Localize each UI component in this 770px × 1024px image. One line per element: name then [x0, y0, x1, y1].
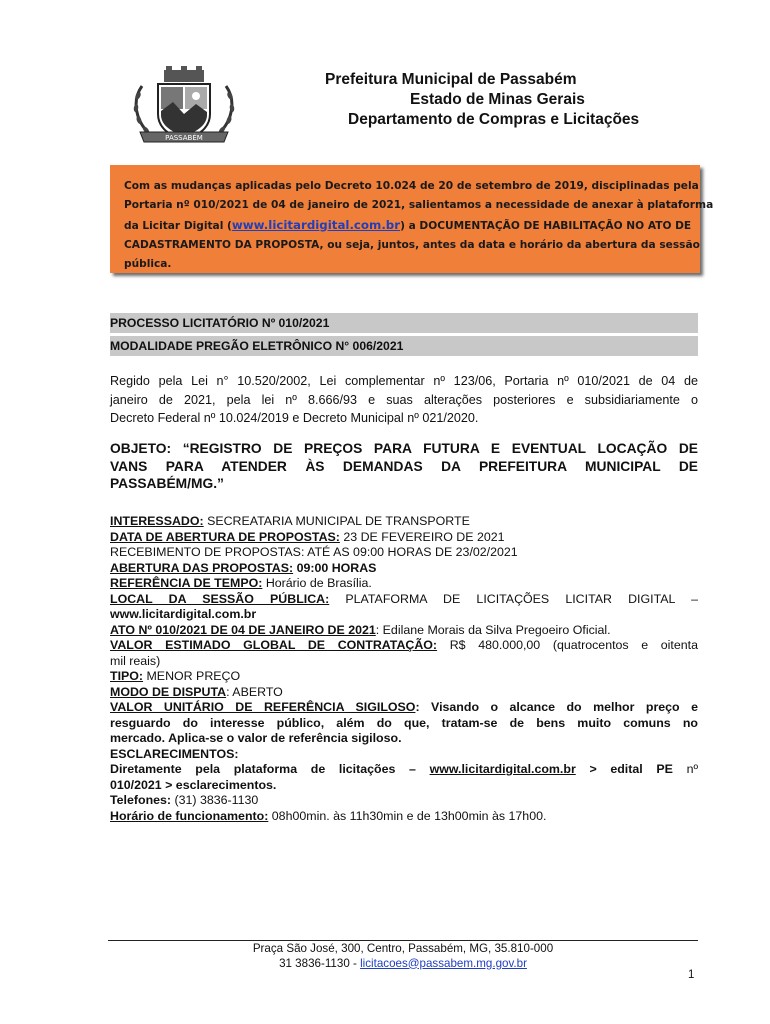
detail-value: Diretamente pela plataforma de licitações –	[110, 762, 430, 776]
process-number-bar: PROCESSO LICITATÓRIO Nº 010/2021	[110, 313, 698, 333]
esclarecimentos-line: 010/2021 > esclarecimentos.	[110, 777, 277, 792]
footer	[108, 942, 698, 971]
footer-address: Praça São José, 300, Centro, Passabém, MG, 35.810-000	[252, 942, 554, 955]
footer-contact	[108, 957, 698, 972]
detail-value: 09:00 HORAS	[293, 560, 377, 575]
detail-local-sessao	[110, 592, 698, 608]
detail-label: DATA DE ABERTURA DE PROPOSTAS:	[110, 529, 340, 544]
object-line: VANS PARA ATENDER ÀS DEMANDAS DA PREFEITURA MUNICIPAL DE	[110, 458, 698, 474]
modality-bar: MODALIDADE PREGÃO ELETRÔNICO N° 006/2021	[110, 336, 698, 356]
notice-line: Com as mudanças aplicadas pelo Decreto 10.024 de 20 de setembro de 2019, disciplinadas pela	[124, 180, 699, 192]
detail-tipo	[110, 669, 698, 685]
licitar-digital-link[interactable]: www.licitardigital.com.br	[231, 217, 401, 232]
notice-text: da Licitar Digital (	[124, 219, 232, 232]
detail-value: R$ 480.000,00 (quatrocentos e oitenta	[437, 638, 698, 652]
detail-sigilo-cont: resguardo do interesse público, além do que, tratam-se de bens muito comuns no	[110, 715, 698, 730]
detail-value: nº	[672, 762, 698, 776]
header-municipality: Prefeitura Municipal de Passabém	[325, 71, 577, 88]
detail-value: SECREATARIA MUNICIPAL DE TRANSPORTE	[203, 514, 470, 528]
municipal-coat-of-arms-icon	[128, 66, 240, 146]
footer-phone: 31 3836-1130 -	[279, 956, 361, 970]
platform-link[interactable]: www.licitardigital.com.br	[429, 762, 576, 776]
detail-referencia-tempo	[110, 576, 698, 592]
detail-recebimento: RECEBIMENTO DE PROPOSTAS: ATÉ AS 09:00 HORAS DE 23/02/2021	[110, 545, 518, 559]
bid-details	[110, 514, 698, 824]
detail-value: : Visando o alcance do melhor preço e	[415, 700, 698, 714]
header-state: Estado de Minas Gerais	[410, 91, 585, 108]
detail-label: MODO DE DISPUTA	[110, 684, 227, 699]
detail-modo-disputa	[110, 685, 698, 701]
detail-value: : ABERTO	[226, 684, 283, 699]
detail-label: TIPO:	[110, 669, 144, 683]
detail-value: MENOR PREÇO	[143, 669, 241, 683]
detail-interessado	[110, 514, 698, 530]
detail-local-site: www.licitardigital.com.br	[110, 607, 257, 621]
detail-value: : Edilane Morais da Silva Pregoeiro Oficial.	[375, 622, 611, 637]
crest-banner-text: PASSABÉM	[165, 134, 203, 142]
detail-label: REFERÊNCIA DE TEMPO:	[110, 576, 263, 590]
detail-horario	[110, 809, 698, 825]
detail-sigilo-cont: mercado. Aplica-se o valor de referência sigiloso.	[110, 731, 402, 745]
paragraph-line: Decreto Federal nº 10.024/2019 e Decreto Municipal nº 021/2020.	[110, 411, 479, 425]
detail-valor-estimado	[110, 638, 698, 654]
esclarecimentos-title: ESCLARECIMENTOS:	[110, 746, 239, 761]
detail-value: Horário de Brasília.	[262, 576, 372, 590]
detail-valor-estimado-cont: mil reais)	[110, 653, 161, 668]
detail-value: 08h00min. às 11h30min e de 13h00min às 17h00.	[268, 808, 547, 823]
detail-label: VALOR ESTIMADO GLOBAL DE CONTRATAÇÃO:	[110, 638, 438, 652]
detail-value: PLATAFORMA DE LICITAÇÕES LICITAR DIGITAL –	[329, 591, 698, 606]
footer-email-link[interactable]: licitacoes@passabem.mg.gov.br	[360, 956, 527, 970]
paragraph-line: janeiro de 2021, pela lei nº 8.666/93 e suas alterações posteriores e subsidiariamente o	[110, 392, 698, 407]
notice-line: CADASTRAMENTO DA PROPOSTA, ou seja, juntos, antes da data e horário da abertura da sessão	[124, 238, 700, 251]
legal-basis-paragraph	[110, 372, 698, 428]
detail-sigilo	[110, 700, 698, 716]
detail-ato	[110, 623, 698, 639]
notice-line: pública.	[124, 258, 172, 271]
detail-telefones	[110, 793, 698, 809]
detail-label: ATO Nº 010/2021 DE 04 DE JANEIRO DE 2021	[110, 622, 376, 637]
esclarecimentos-line	[110, 762, 698, 778]
detail-abertura	[110, 561, 698, 577]
footer-divider	[108, 940, 698, 941]
detail-label: INTERESSADO:	[110, 514, 204, 528]
object-line: PASSABÉM/MG.”	[110, 476, 224, 491]
detail-value: > edital PE	[575, 762, 673, 776]
detail-label: Telefones:	[110, 793, 172, 807]
notice-line: Portaria nº 010/2021 de 04 de janeiro de 2021, salientamos a necessidade de anexar à plataforma	[124, 199, 714, 212]
detail-label: Horário de funcionamento:	[110, 808, 269, 823]
paragraph-line: Regido pela Lei n° 10.520/2002, Lei complementar nº 123/06, Portaria nº 010/2021 de 04 de	[110, 374, 698, 388]
object-line: OBJETO: “REGISTRO DE PREÇOS PARA FUTURA E EVENTUAL LOCAÇÃO DE	[110, 441, 698, 456]
detail-label: LOCAL DA SESSÃO PÚBLICA:	[110, 591, 330, 606]
detail-value: (31) 3836-1130	[171, 793, 259, 807]
detail-data-abertura	[110, 530, 698, 546]
notice-line	[124, 216, 690, 236]
detail-label: ABERTURA DAS PROPOSTAS:	[110, 560, 294, 575]
header-department: Departamento de Compras e Licitações	[348, 111, 640, 128]
habilitation-notice-box	[110, 165, 714, 273]
object-heading	[110, 440, 698, 493]
detail-label: VALOR UNITÁRIO DE REFERÊNCIA SIGILOSO	[110, 700, 416, 714]
notice-text: ) a DOCUMENTAÇÃO DE HABILITAÇÃO NO ATO DE	[400, 219, 692, 232]
detail-value: 23 DE FEVEREIRO DE 2021	[339, 529, 505, 544]
page-number: 1	[688, 969, 695, 981]
header-titles	[280, 70, 720, 130]
